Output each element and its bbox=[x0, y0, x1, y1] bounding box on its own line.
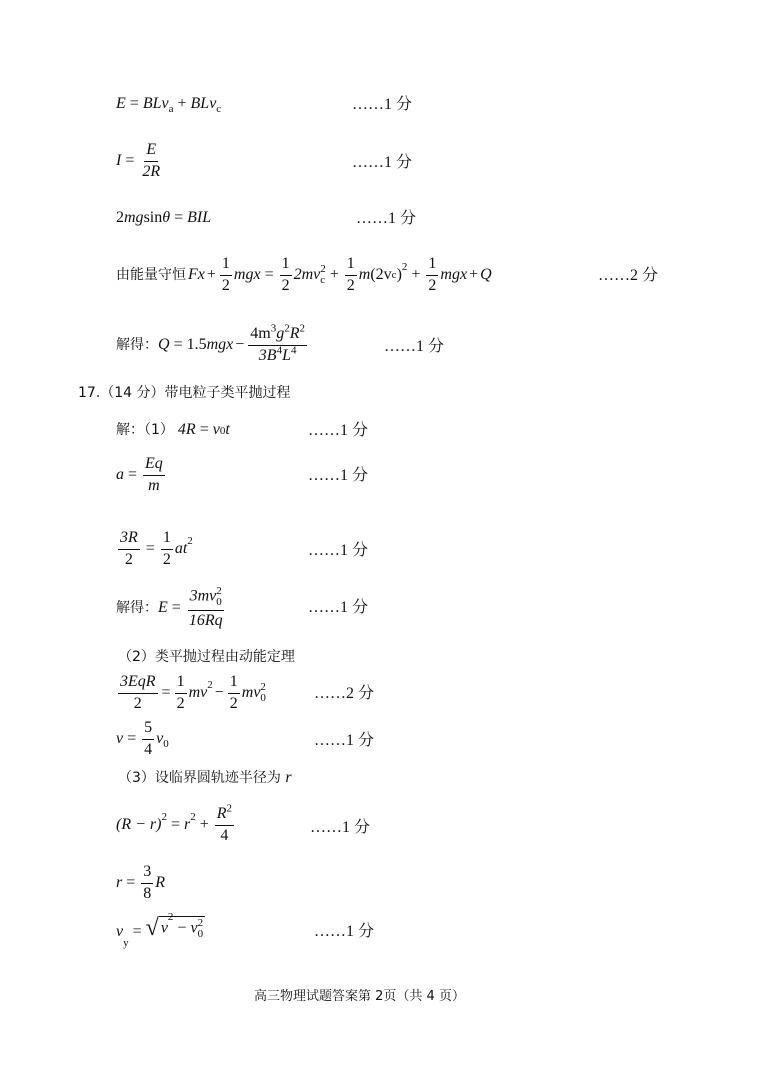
coefficient: 1.5 bbox=[186, 336, 207, 354]
num-4m: 4m bbox=[250, 325, 271, 342]
symbol-v: v bbox=[212, 421, 220, 438]
sin-function: sin bbox=[143, 209, 163, 226]
score-mark: ……1 分 bbox=[352, 96, 413, 113]
superscript-2: 2 bbox=[284, 322, 290, 335]
numerator: 3R bbox=[118, 530, 140, 550]
close-paren: ) bbox=[396, 266, 402, 284]
denominator: 4 bbox=[220, 826, 229, 844]
equation-emf bbox=[116, 95, 222, 116]
symbol-R: R bbox=[289, 325, 300, 342]
numerator: 1 bbox=[345, 256, 357, 276]
part-3-title bbox=[118, 770, 292, 786]
denominator: 2 bbox=[221, 276, 230, 294]
score-mark: ……1 分 bbox=[314, 923, 375, 940]
equals-sign: = bbox=[173, 336, 183, 354]
denominator: 8 bbox=[143, 884, 152, 902]
minus-sign: − bbox=[214, 684, 224, 702]
term-at: at bbox=[174, 540, 188, 558]
numerator: 1 bbox=[426, 256, 438, 276]
denominator: 2 bbox=[229, 694, 238, 712]
score-mark: ……2 分 bbox=[598, 267, 659, 284]
plus-sign: + bbox=[199, 816, 209, 834]
plus-sign: + bbox=[411, 266, 421, 284]
superscript-2: 2 bbox=[226, 802, 233, 815]
fraction-half bbox=[345, 256, 357, 295]
score-mark: ……1 分 bbox=[384, 338, 445, 355]
symbol-mgx: mgx bbox=[206, 336, 234, 354]
symbol-Q: Q bbox=[158, 336, 170, 354]
symbol-v: v bbox=[190, 919, 198, 937]
equals-sign: = bbox=[132, 923, 142, 940]
symbol-L: L bbox=[282, 346, 291, 364]
symbol-r: r bbox=[183, 816, 191, 834]
superscript-2: 2 bbox=[260, 681, 266, 694]
equals-sign: = bbox=[161, 684, 171, 702]
subscript-c: c bbox=[320, 274, 326, 287]
numerator: 1 bbox=[228, 674, 240, 694]
superscript-2: 2 bbox=[299, 322, 306, 335]
symbol-Fx: Fx bbox=[188, 266, 205, 284]
superscript-2: 2 bbox=[167, 911, 174, 924]
plus-sign: + bbox=[329, 266, 339, 284]
fraction-half bbox=[161, 530, 173, 569]
score-mark: ……1 分 bbox=[308, 422, 369, 439]
num-3mv: 3mv bbox=[189, 587, 217, 605]
radicand bbox=[159, 911, 205, 940]
denominator: 2 bbox=[428, 276, 437, 294]
term-mv: mv bbox=[241, 684, 261, 702]
denominator bbox=[257, 346, 299, 365]
label-part-1: 解：（1） bbox=[116, 422, 174, 438]
score-mark: ……1 分 bbox=[308, 599, 369, 616]
score-mark: ……1 分 bbox=[352, 154, 413, 171]
subscript-0: 0 bbox=[260, 692, 266, 705]
equation-geometry: (R − r) $^2$ = r $^2$ + $\frac{R^2}{4}$ bbox=[116, 802, 233, 844]
denominator: 2 bbox=[162, 550, 171, 568]
numerator bbox=[188, 586, 224, 611]
equals-sign: = bbox=[264, 266, 274, 284]
equals-sign: = bbox=[199, 421, 209, 438]
superscript-2: 2 bbox=[216, 585, 222, 597]
symbol-v: v bbox=[209, 95, 217, 112]
superscript-2: 2 bbox=[320, 263, 326, 276]
fraction-half bbox=[228, 674, 240, 713]
denominator: 2 bbox=[176, 694, 185, 712]
symbol-R: R bbox=[155, 874, 166, 892]
equation-velocity: v = $\frac{5}{4}$ v $_0$ bbox=[116, 719, 169, 758]
equation-kinetic-energy: $\frac{\text{3EqR}}{2}$ = $\frac{1}{2}$ mv $^2$ − $\frac{1}{2}$ mv 2 0 bbox=[120, 673, 266, 712]
score-mark: ……1 分 bbox=[310, 819, 371, 836]
symbol-t: t bbox=[225, 421, 230, 438]
denominator: 2 bbox=[346, 276, 355, 294]
equals-sign: = bbox=[127, 730, 137, 748]
denominator: m bbox=[148, 476, 160, 494]
label-solution: 解得： bbox=[116, 337, 158, 354]
fraction-half bbox=[220, 256, 232, 295]
part-2-title: （2）类平抛过程由动能定理 bbox=[118, 649, 295, 665]
denominator: 4 bbox=[144, 740, 153, 758]
equation-energy-conservation: 由能量守恒 Fx + $\frac{1}{2}$ mgx = $\frac{1}{2}$ 2mv 2 c + $\frac{1}{2}$ m (2v c ) $^2$ + $\frac{1}{2}$ mgx + Q bbox=[116, 255, 492, 294]
fraction bbox=[187, 586, 225, 630]
symbol-BL: BL bbox=[190, 95, 210, 112]
plus-sign: + bbox=[206, 266, 216, 284]
superscript-2: 2 bbox=[197, 917, 204, 929]
minus-sign: − bbox=[235, 336, 245, 354]
fraction bbox=[143, 456, 165, 495]
coefficient: 2 bbox=[116, 209, 124, 226]
numerator: 5 bbox=[142, 720, 154, 740]
symbol-a: a bbox=[116, 466, 124, 484]
symbol-m: m bbox=[358, 266, 371, 284]
symbol-v: v bbox=[161, 95, 169, 112]
numerator: 3EqR bbox=[118, 674, 158, 694]
symbol-mg: mg bbox=[124, 209, 144, 226]
numerator bbox=[215, 802, 234, 826]
symbol-BL: BL bbox=[142, 95, 162, 112]
equals-sign: = bbox=[125, 152, 135, 170]
symbol-r: r bbox=[116, 874, 123, 892]
denominator: 2 bbox=[133, 694, 142, 712]
numerator: 1 bbox=[161, 530, 173, 550]
symbol-R: R bbox=[216, 805, 227, 822]
symbol-theta: θ bbox=[162, 209, 171, 226]
fraction-half bbox=[426, 256, 438, 295]
fraction bbox=[118, 674, 158, 713]
equation-vertical-velocity: v $_y$ = √ $v^2 - v$ 2 0 bbox=[116, 911, 204, 949]
radical-sign: √ bbox=[145, 915, 159, 941]
page-footer: 高三物理试题答案第 2页（共 4 页） bbox=[254, 989, 465, 1004]
symbol-E: E bbox=[158, 598, 168, 616]
symbol-v: v bbox=[156, 730, 164, 748]
score-mark: ……1 分 bbox=[308, 542, 369, 559]
equation-horizontal-motion: 解：（1） 4R = v 0 t bbox=[116, 421, 230, 438]
fraction bbox=[141, 864, 153, 903]
equals-sign: = bbox=[126, 874, 136, 892]
minus-sign: − bbox=[173, 919, 191, 937]
denominator: 2 bbox=[124, 550, 133, 568]
fraction bbox=[215, 802, 234, 845]
label-solution: 解得： bbox=[116, 599, 158, 616]
part-3-label: （3）设临界圆轨迹半径为 bbox=[118, 770, 286, 786]
numerator: 1 bbox=[280, 256, 292, 276]
subscript-c: c bbox=[216, 103, 222, 116]
symbol-v: v bbox=[160, 919, 168, 937]
symbol-mgx: mgx bbox=[233, 266, 261, 284]
symbol-BIL: BIL bbox=[187, 209, 212, 226]
score-mark: ……1 分 bbox=[314, 732, 375, 749]
numerator: Eq bbox=[143, 456, 165, 476]
fraction bbox=[118, 530, 140, 569]
symbol-v: v bbox=[116, 730, 124, 748]
equals-sign: = bbox=[129, 95, 139, 112]
term-mv: mv bbox=[188, 684, 208, 702]
symbol-r: r bbox=[285, 769, 292, 786]
equation-force-balance bbox=[116, 210, 211, 226]
label-energy-conservation: 由能量守恒 bbox=[116, 267, 186, 284]
den-3B: 3B bbox=[258, 346, 277, 364]
subscript-0: 0 bbox=[216, 596, 222, 608]
equation-field-result bbox=[116, 586, 227, 630]
fraction-half bbox=[175, 674, 187, 713]
plus-sign: + bbox=[177, 95, 187, 112]
denominator: 16Rq bbox=[188, 612, 223, 629]
symbol-v: v bbox=[116, 923, 124, 940]
fraction bbox=[140, 142, 162, 181]
symbol-g: g bbox=[276, 325, 285, 342]
denominator: 2 bbox=[281, 276, 290, 294]
symbol-E: E bbox=[116, 95, 126, 112]
equation-acceleration bbox=[116, 456, 167, 495]
question-17-title: 17.（14 分）带电粒子类平抛过程 bbox=[78, 385, 291, 401]
subscript-0: 0 bbox=[197, 928, 204, 940]
symbol-mgx: mgx bbox=[440, 266, 468, 284]
superscript-4: 4 bbox=[276, 344, 283, 357]
score-mark: ……2 分 bbox=[314, 685, 375, 702]
symbol-Q: Q bbox=[480, 266, 492, 284]
plus-sign: + bbox=[469, 266, 479, 284]
numerator: 1 bbox=[220, 256, 232, 276]
equals-sign: = bbox=[170, 816, 180, 834]
symbol-I: I bbox=[116, 152, 122, 170]
equals-sign: = bbox=[174, 209, 184, 226]
denominator: 2R bbox=[142, 162, 161, 180]
equals-sign: = bbox=[128, 466, 138, 484]
numerator: E bbox=[144, 142, 158, 162]
equation-radius bbox=[116, 864, 165, 903]
equals-sign: = bbox=[171, 598, 181, 616]
term-4R: 4R bbox=[177, 421, 196, 438]
term-R-minus-r: (R − r) bbox=[116, 816, 162, 834]
term-2mv: 2mv bbox=[293, 266, 321, 284]
equation-current bbox=[116, 142, 164, 181]
equation-vertical-motion: $\frac{3R}{2}$ = $\frac{1}{2}$ at $^2$ bbox=[120, 529, 193, 568]
score-mark: ……1 分 bbox=[308, 467, 369, 484]
term-2v: (2v bbox=[370, 266, 392, 284]
superscript-4: 4 bbox=[290, 344, 297, 357]
equals-sign: = bbox=[145, 540, 155, 558]
score-mark: ……1 分 bbox=[356, 210, 417, 227]
numerator: 1 bbox=[175, 674, 187, 694]
numerator: 3 bbox=[141, 864, 153, 884]
numerator bbox=[248, 322, 307, 346]
equation-heat-result bbox=[116, 322, 309, 365]
subscript-a: a bbox=[168, 103, 174, 116]
fraction-half bbox=[280, 256, 292, 295]
superscript-3: 3 bbox=[270, 322, 277, 335]
fraction-heat bbox=[248, 322, 307, 365]
fraction bbox=[142, 720, 154, 759]
